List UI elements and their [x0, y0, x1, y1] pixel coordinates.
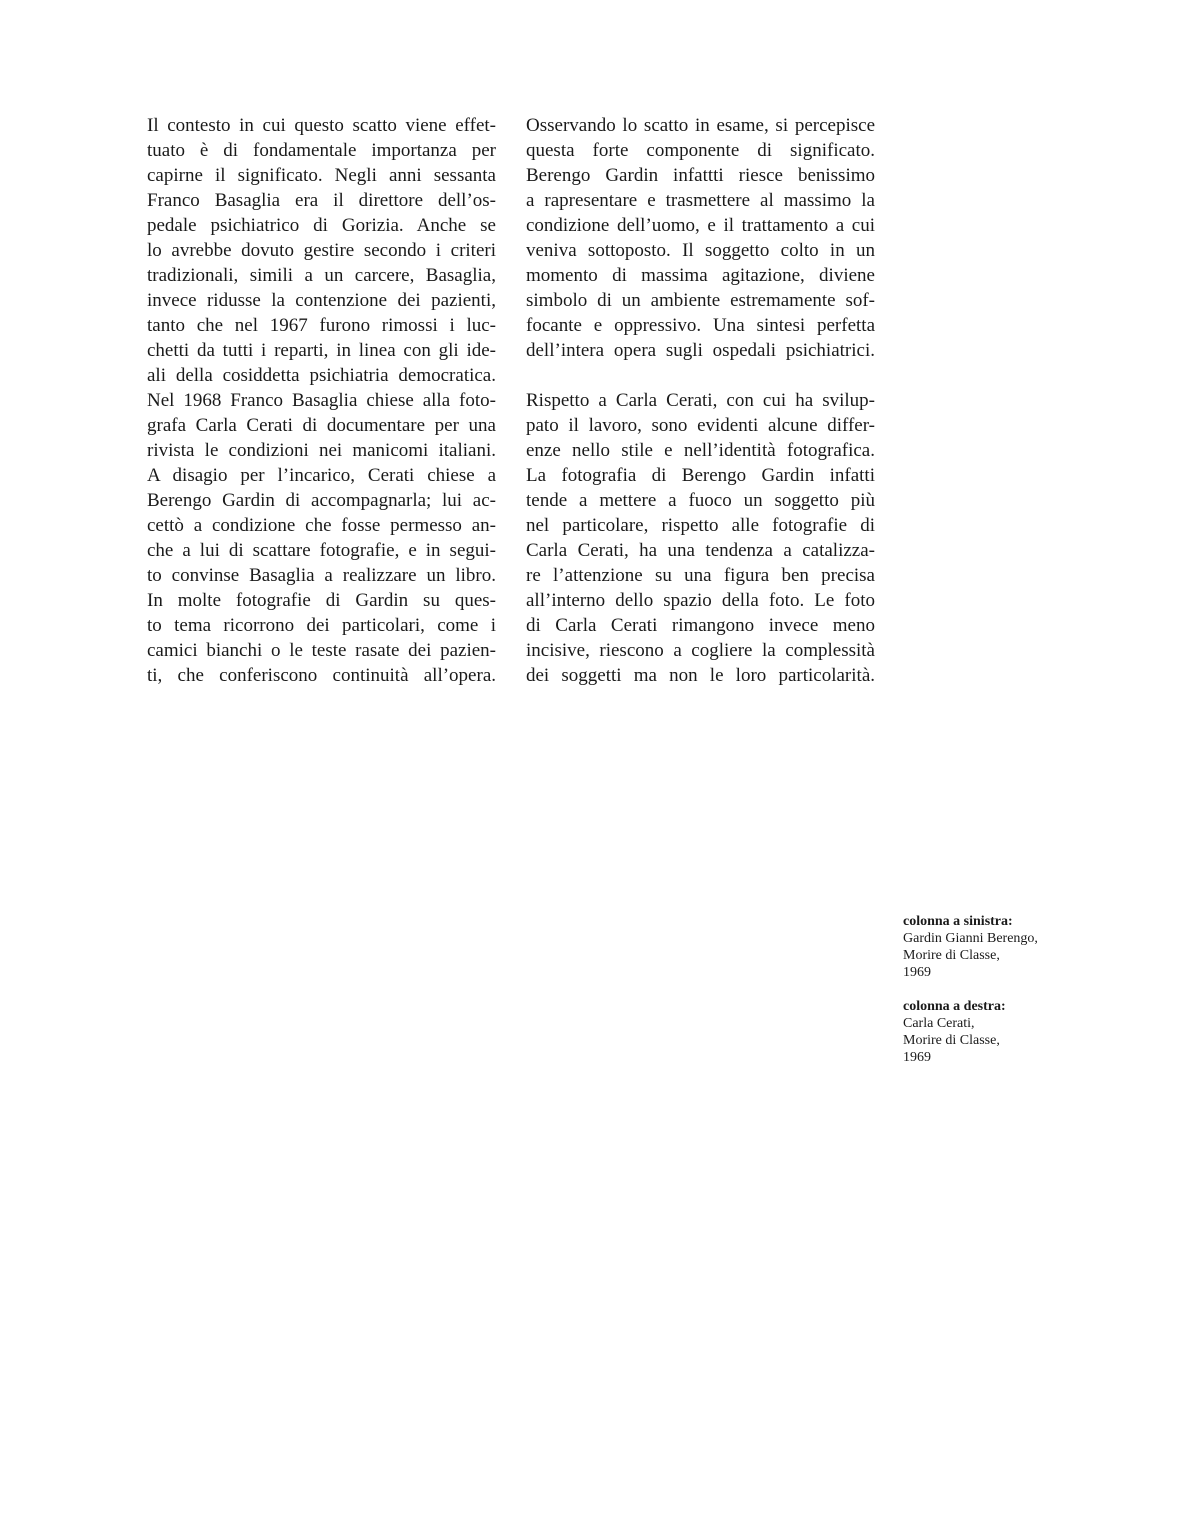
text-line: incisive, riescono a cogliere la complessità — [526, 640, 875, 661]
caption-line: Morire di Classe, — [903, 1033, 1000, 1048]
text-line: grafa Carla Cerati di documentare per una — [147, 415, 496, 436]
text-line: Osservando lo scatto in esame, si percepisce — [526, 115, 875, 136]
text-line: Berengo Gardin di accompagnarla; lui ac- — [147, 490, 496, 511]
text-line: all’interno dello spazio della foto. Le foto — [526, 590, 875, 611]
text-line: In molte fotografie di Gardin su ques- — [147, 590, 496, 611]
text-line: re l’attenzione su una figura ben precisa — [526, 565, 875, 586]
text-line: Nel 1968 Franco Basaglia chiese alla foto- — [147, 390, 496, 411]
caption-line: Carla Cerati, — [903, 1016, 975, 1031]
text-line: simbolo di un ambiente estremamente sof- — [526, 290, 875, 311]
text-line: ti, che conferiscono continuità all’opera. — [147, 665, 496, 686]
caption-line: 1969 — [903, 965, 931, 980]
text-line: tuato è di fondamentale importanza per — [147, 140, 496, 161]
caption-right-column — [903, 998, 1143, 1066]
text-line: rivista le condizioni nei manicomi italiani. — [147, 440, 496, 461]
caption-line: Gardin Gianni Berengo, — [903, 931, 1038, 946]
caption-heading: colonna a sinistra: — [903, 914, 1013, 929]
text-line: tanto che nel 1967 furono rimossi i luc- — [147, 315, 496, 336]
text-line: dell’intera opera sugli ospedali psichiatrici. — [526, 340, 875, 361]
text-line: La fotografia di Berengo Gardin infatti — [526, 465, 875, 486]
text-line: che a lui di scattare fotografie, e in segui- — [147, 540, 496, 561]
caption-line: 1969 — [903, 1050, 931, 1065]
text-line: pato il lavoro, sono evidenti alcune differ- — [526, 415, 875, 436]
text-line: to convinse Basaglia a realizzare un libro. — [147, 565, 496, 586]
text-line: dei soggetti ma non le loro particolarità. — [526, 665, 875, 686]
text-line: chetti da tutti i reparti, in linea con gli ide- — [147, 340, 496, 361]
text-line: lo avrebbe dovuto gestire secondo i criteri — [147, 240, 496, 261]
text-line: Rispetto a Carla Cerati, con cui ha svilup- — [526, 390, 875, 411]
text-line: pedale psichiatrico di Gorizia. Anche se — [147, 215, 496, 236]
text-line: tradizionali, simili a un carcere, Basaglia, — [147, 265, 496, 286]
text-line: invece ridusse la contenzione dei pazienti, — [147, 290, 496, 311]
text-line: focante e oppressivo. Una sintesi perfetta — [526, 315, 875, 336]
text-line: Berengo Gardin infattti riesce benissimo — [526, 165, 875, 186]
caption-line: Morire di Classe, — [903, 948, 1000, 963]
text-line: veniva sottoposto. Il soggetto colto in un — [526, 240, 875, 261]
text-line: nel particolare, rispetto alle fotografie di — [526, 515, 875, 536]
text-line: Carla Cerati, ha una tendenza a catalizza- — [526, 540, 875, 561]
text-line: cettò a condizione che fosse permesso an- — [147, 515, 496, 536]
text-line: ali della cosiddetta psichiatria democratica. — [147, 365, 496, 386]
text-line: momento di massima agitazione, diviene — [526, 265, 875, 286]
paragraph — [526, 388, 875, 688]
text-line: camici bianchi o le teste rasate dei pazien- — [147, 640, 496, 661]
text-line: tende a mettere a fuoco un soggetto più — [526, 490, 875, 511]
text-line: a rapresentare e trasmettere al massimo la — [526, 190, 875, 211]
text-line: Franco Basaglia era il direttore dell’os- — [147, 190, 496, 211]
caption-heading: colonna a destra: — [903, 999, 1006, 1014]
text-line: A disagio per l’incarico, Cerati chiese a — [147, 465, 496, 486]
text-line: to tema ricorrono dei particolari, come i — [147, 615, 496, 636]
text-line: Il contesto in cui questo scatto viene effet- — [147, 115, 496, 136]
text-line: capirne il significato. Negli anni sessanta — [147, 165, 496, 186]
left-text-column — [147, 113, 496, 688]
text-line: enze nello stile e nell’identità fotografica. — [526, 440, 875, 461]
text-line: questa forte componente di significato. — [526, 140, 875, 161]
paragraph-gap — [526, 363, 875, 388]
photo-captions — [903, 913, 1143, 1083]
caption-left-column — [903, 913, 1143, 981]
right-text-column — [526, 113, 875, 688]
text-line: di Carla Cerati rimangono invece meno — [526, 615, 875, 636]
text-line: condizione dell’uomo, e il trattamento a cui — [526, 215, 875, 236]
paragraph — [526, 113, 875, 363]
